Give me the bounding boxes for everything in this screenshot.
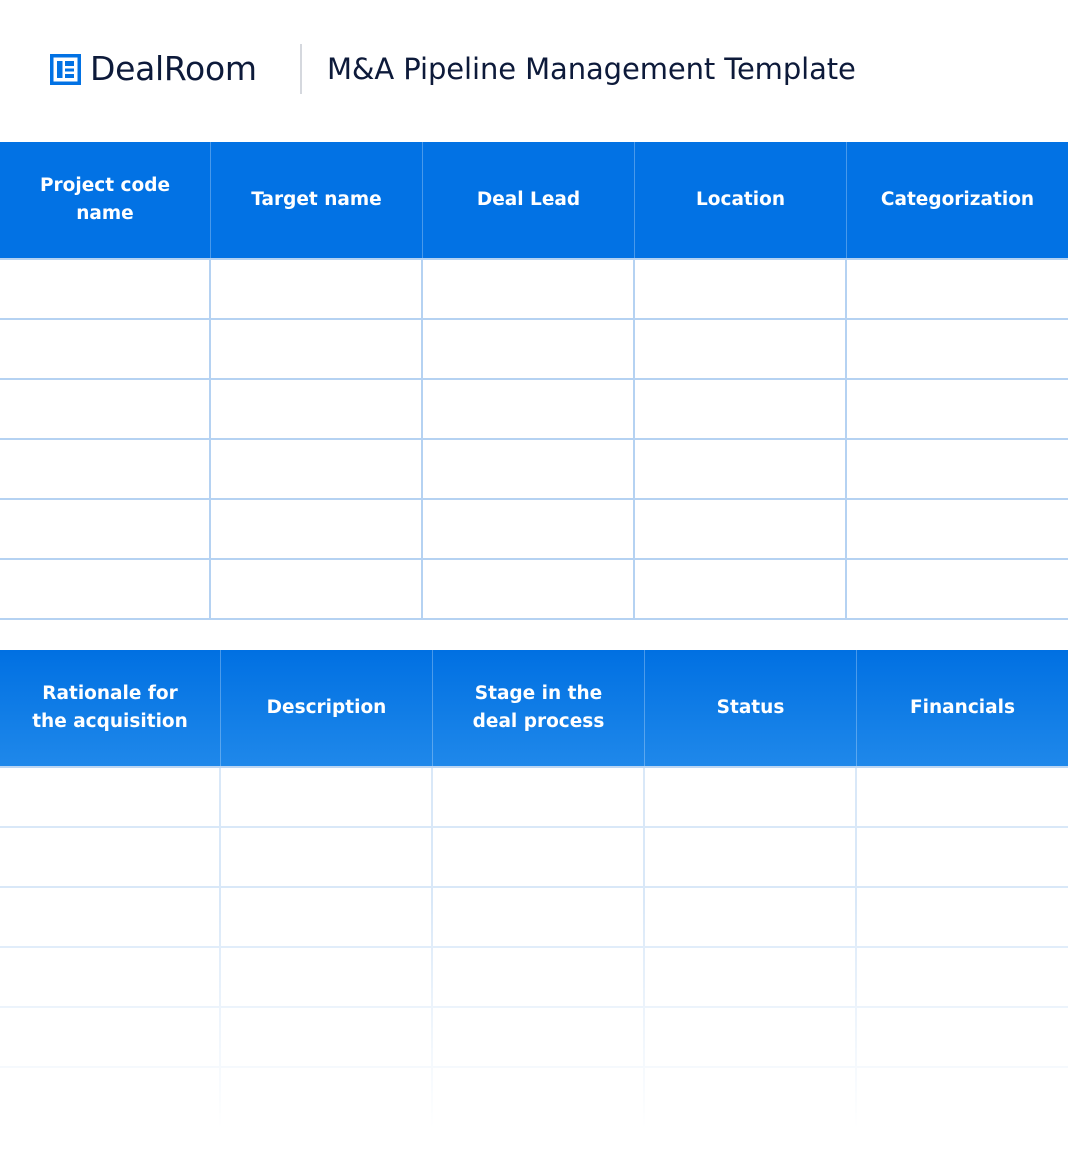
table-cell[interactable] [433,888,645,946]
table-cell[interactable] [0,560,211,618]
header-divider [300,44,302,94]
column-header-project-code-name: Project code name [0,142,211,258]
table-cell[interactable] [857,768,1068,826]
table-cell[interactable] [423,380,635,438]
dealroom-logo-icon [50,54,81,85]
pipeline-table-1 [0,142,1068,620]
table-cell[interactable] [635,320,847,378]
table-cell[interactable] [221,1068,433,1126]
table-cell[interactable] [645,828,857,886]
pipeline-table-2 [0,650,1068,1128]
table-cell[interactable] [645,948,857,1006]
table-cell[interactable] [847,380,1068,438]
table-header-row [0,142,1068,258]
table-cell[interactable] [221,828,433,886]
table-cell[interactable] [635,260,847,318]
table-cell[interactable] [211,320,423,378]
table-cell[interactable] [0,828,221,886]
table-row [0,888,1068,948]
table-cell[interactable] [0,500,211,558]
table-cell[interactable] [0,260,211,318]
table-cell[interactable] [847,560,1068,618]
table-cell[interactable] [847,320,1068,378]
table-cell[interactable] [433,1008,645,1066]
page-title: M&A Pipeline Management Template [327,52,856,86]
table-cell[interactable] [211,380,423,438]
table-cell[interactable] [857,948,1068,1006]
column-header-target-name: Target name [211,142,423,258]
table-cell[interactable] [221,888,433,946]
brand-name: DealRoom [90,49,257,88]
column-header-categorization: Categorization [880,189,1035,210]
table-cell[interactable] [0,320,211,378]
table-cell[interactable] [221,948,433,1006]
table-cell[interactable] [433,948,645,1006]
table-cell[interactable] [645,1068,857,1126]
table-cell[interactable] [0,768,221,826]
table-body [0,258,1068,620]
table-cell[interactable] [0,1068,221,1126]
table-cell[interactable] [635,560,847,618]
table-cell[interactable] [847,500,1068,558]
table-row [0,1008,1068,1068]
table-cell[interactable] [857,888,1068,946]
table-row [0,948,1068,1008]
table-cell[interactable] [645,888,857,946]
table-cell[interactable] [635,440,847,498]
table-cell[interactable] [645,768,857,826]
table-cell[interactable] [423,260,635,318]
table-cell[interactable] [847,440,1068,498]
column-header-status: Status [645,650,857,766]
table-cell[interactable] [433,828,645,886]
column-header-financials: Financials [910,697,1015,718]
table-cell[interactable] [635,380,847,438]
table-cell[interactable] [211,260,423,318]
table-cell[interactable] [423,560,635,618]
table-row [0,768,1068,828]
table-cell[interactable] [857,1008,1068,1066]
table-body [0,766,1068,1128]
table-row [0,1068,1068,1128]
table-cell[interactable] [221,1008,433,1066]
table-cell[interactable] [211,500,423,558]
table-cell[interactable] [221,768,433,826]
table-cell[interactable] [0,948,221,1006]
table-cell[interactable] [847,260,1068,318]
table-cell[interactable] [0,380,211,438]
table-row [0,828,1068,888]
table-cell[interactable] [857,1068,1068,1126]
column-header-deal-lead: Deal Lead [423,142,635,258]
table-cell[interactable] [645,1008,857,1066]
table-cell[interactable] [211,440,423,498]
table-row [0,500,1068,560]
table-cell[interactable] [0,888,221,946]
table-header-row [0,650,1068,766]
table-row [0,440,1068,500]
table-row [0,560,1068,620]
table-cell[interactable] [433,1068,645,1126]
table-cell[interactable] [211,560,423,618]
column-header-rationale: Rationale for the acquisition [0,650,221,766]
table-cell[interactable] [0,440,211,498]
table-cell[interactable] [0,1008,221,1066]
table-cell[interactable] [635,500,847,558]
table-cell[interactable] [423,500,635,558]
brand-logo [50,49,257,88]
table-row [0,260,1068,320]
table-cell[interactable] [857,828,1068,886]
table-cell[interactable] [423,440,635,498]
column-header-location: Location [635,142,847,258]
column-header-deal-stage: Stage in the deal process [433,650,645,766]
table-row [0,320,1068,380]
page-header [0,0,1068,142]
column-header-description: Description [221,650,433,766]
table-row [0,380,1068,440]
table-cell[interactable] [423,320,635,378]
table-cell[interactable] [433,768,645,826]
